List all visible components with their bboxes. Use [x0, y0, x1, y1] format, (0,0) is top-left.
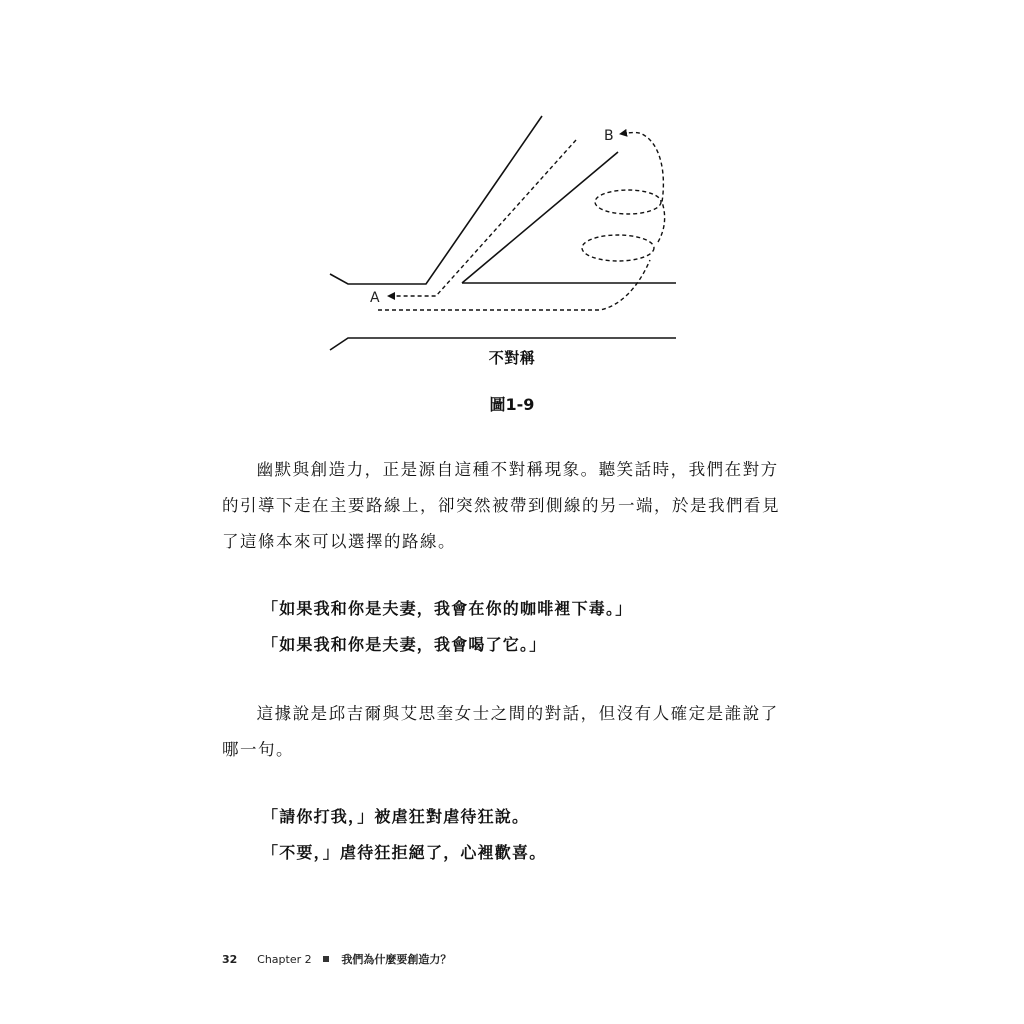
quote-line: 「如果我和你是夫妻，我會在你的咖啡裡下毒。」 [262, 599, 633, 618]
chapter-title: 我們為什麼要創造力？ [341, 953, 452, 966]
figure-subcaption: 不對稱 [488, 349, 536, 367]
label-a: A [370, 290, 380, 306]
page-footer [222, 951, 451, 967]
path-to-b-end [620, 133, 665, 243]
chapter-label: Chapter 2 [257, 952, 312, 966]
page-number: 32 [222, 952, 238, 966]
label-b: B [604, 128, 614, 144]
quote-line: 「請你打我，」被虐狂對虐待狂說。 [262, 807, 530, 826]
spiral-loop-upper [595, 190, 661, 214]
path-to-b [378, 260, 650, 310]
quote-line: 「如果我和你是夫妻，我會喝了它。」 [262, 635, 547, 654]
path-to-a [388, 140, 576, 296]
figure-caption: 圖1-9 [489, 395, 535, 414]
branch-right-edge [462, 152, 618, 283]
main-road-upper-edge [330, 116, 542, 284]
quote-line: 「不要，」虐待狂拒絕了，心裡歡喜。 [262, 843, 547, 862]
body-paragraph: 幽默與創造力，正是源自這種不對稱現象。聽笑話時，我們在對方的引導下走在主要路線上，卻突然被帶到側線的另一端，於是我們看見了這條本來可以選擇的路線。 [222, 460, 780, 551]
spiral-loop-lower [582, 235, 654, 261]
square-bullet-icon [323, 956, 329, 962]
asymmetry-diagram [320, 110, 690, 380]
body-paragraph: 這據說是邱吉爾與艾思奎女士之間的對話，但沒有人確定是誰說了哪一句。 [222, 704, 779, 759]
